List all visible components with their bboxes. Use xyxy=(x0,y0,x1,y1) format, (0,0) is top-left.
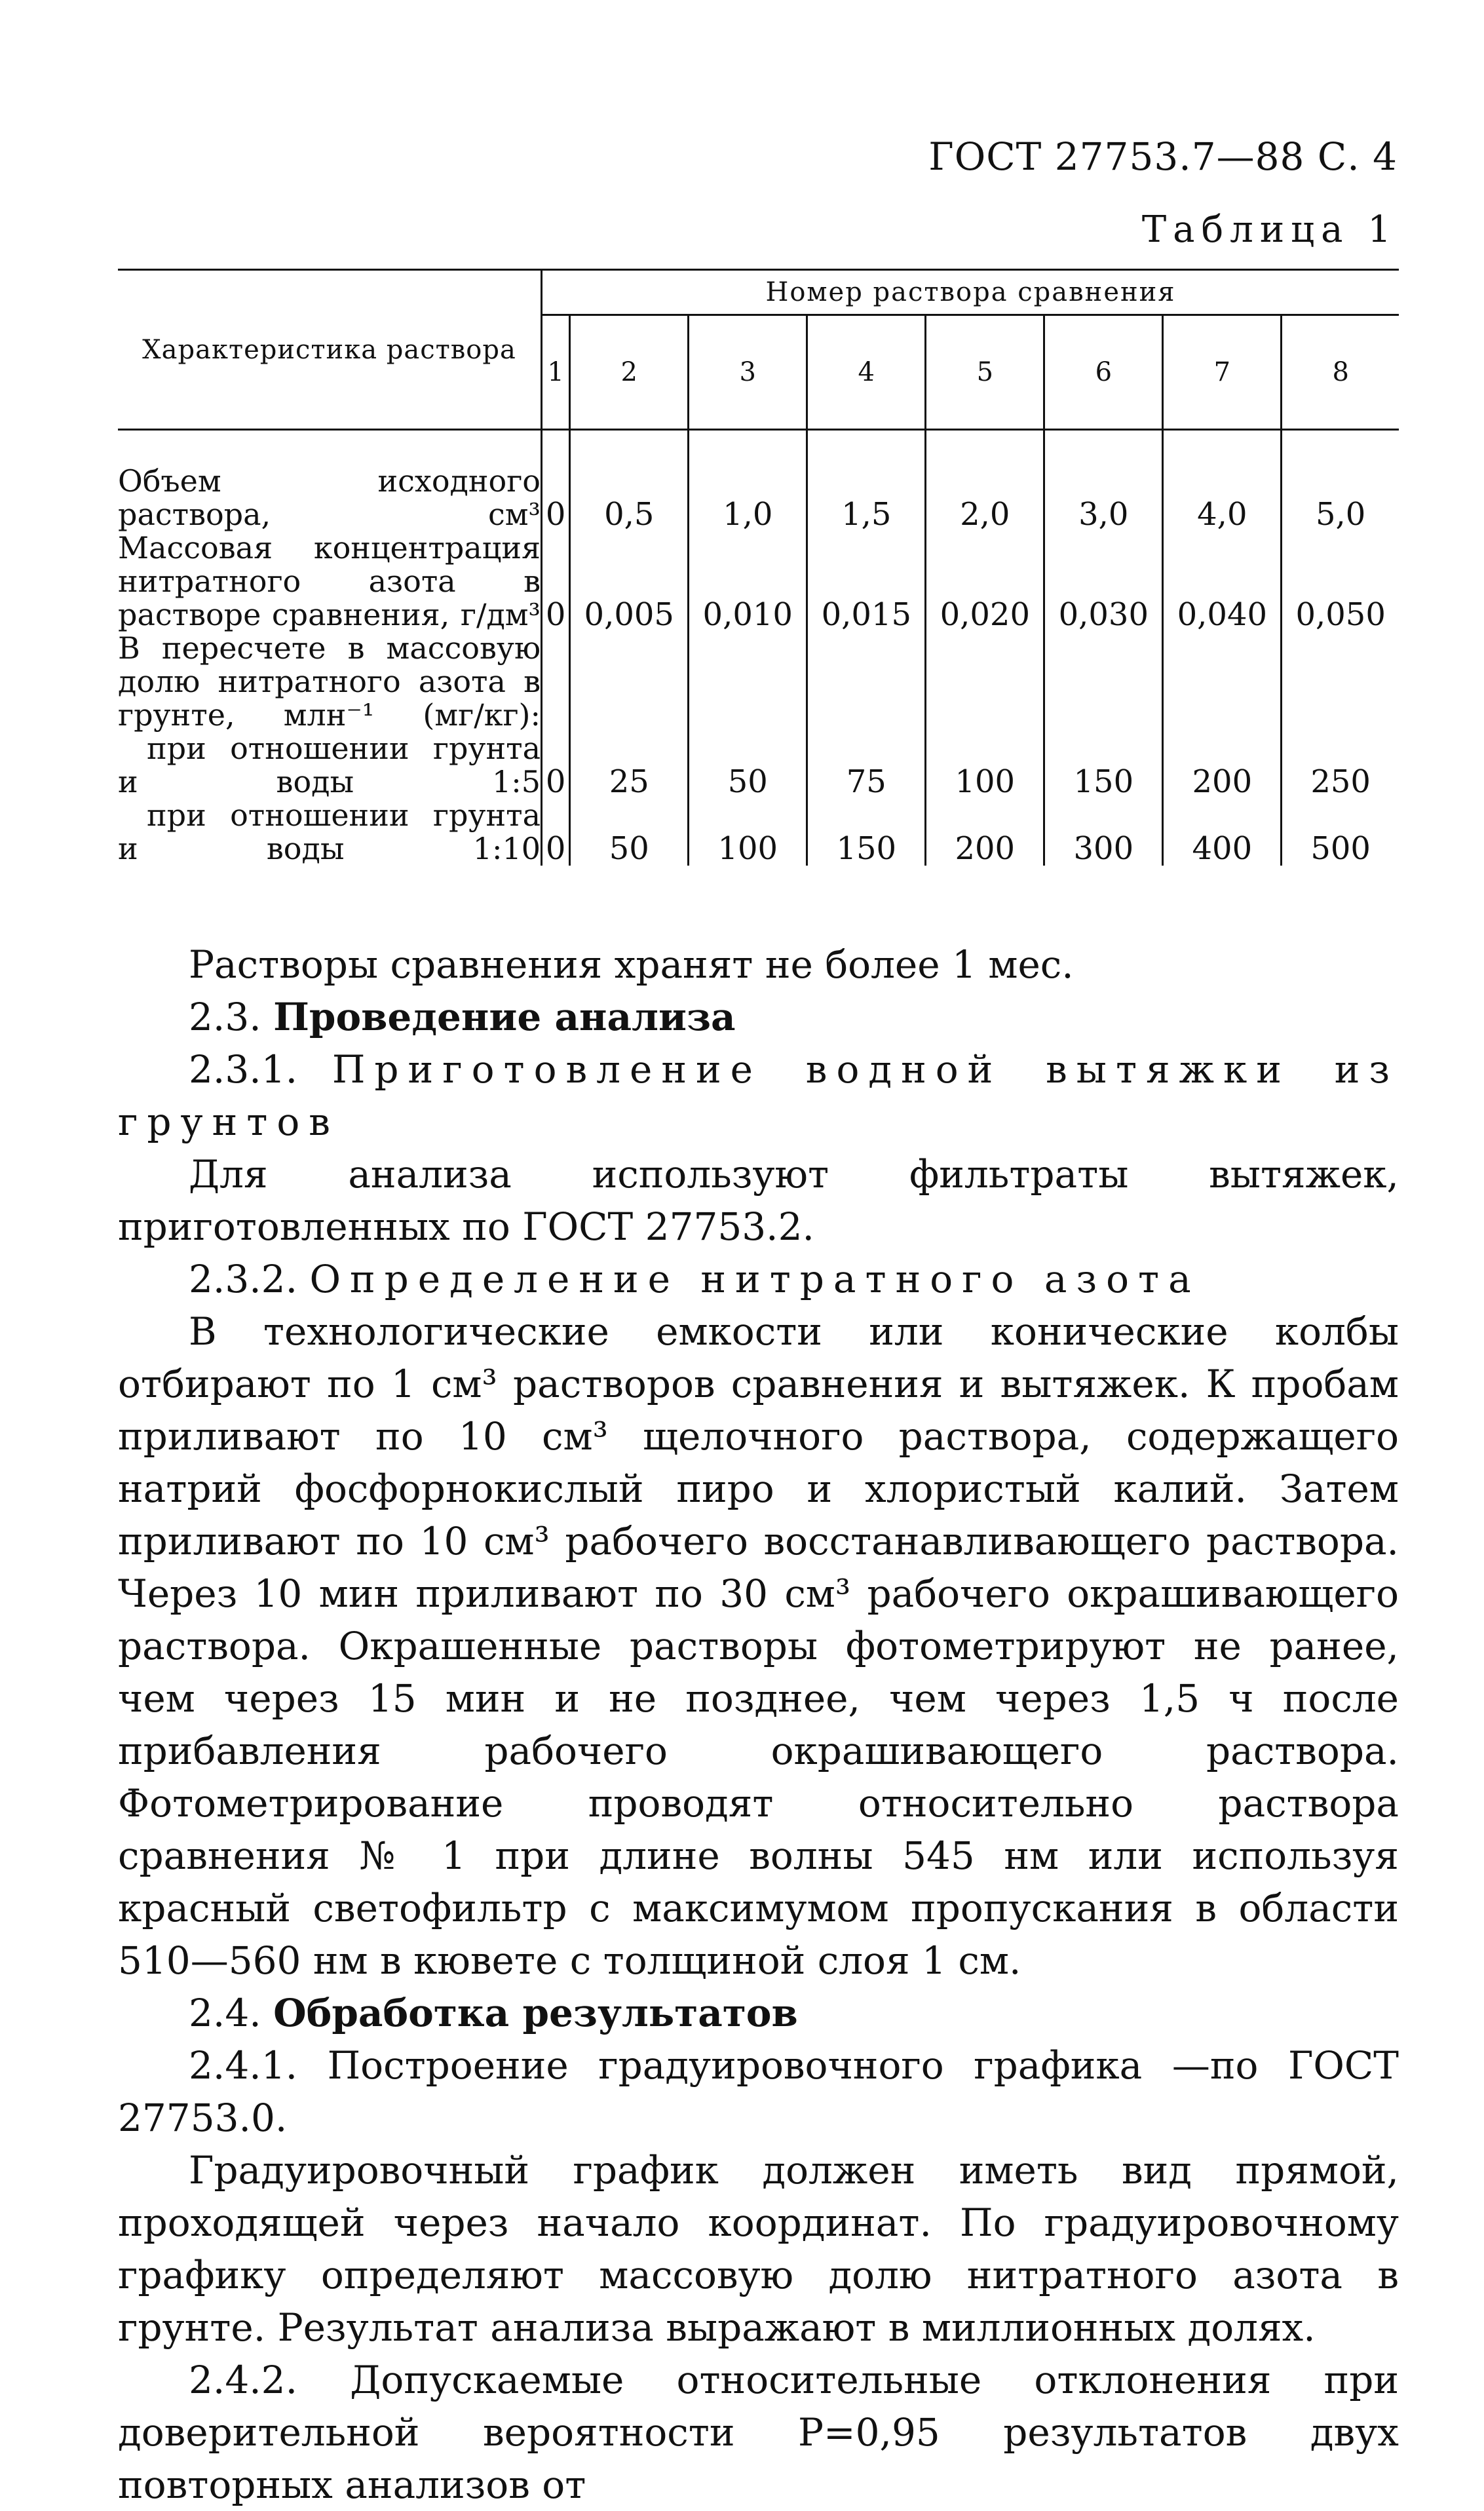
table-cell: 200 xyxy=(926,799,1044,866)
table-caption: Таблица 1 xyxy=(1141,208,1398,251)
table-row xyxy=(118,632,1399,732)
table-row xyxy=(118,531,1399,632)
column-group-header: Номер раствора сравнения xyxy=(542,270,1399,315)
table-cell: 0 xyxy=(545,830,566,867)
table-cell: 400 xyxy=(1163,799,1282,866)
table-row xyxy=(118,732,1399,799)
paragraph-storage: Растворы сравнения хранят не более 1 мес. xyxy=(189,942,1074,987)
section-number: 2.3.2. xyxy=(189,1257,298,1301)
row-label: при отношении грунта и воды 1:10 xyxy=(118,797,541,866)
table-cell: 0,040 xyxy=(1163,531,1282,632)
table-cell: 50 xyxy=(570,799,689,866)
paragraph-2-4-1: 2.4.1. Построение градуировочного графика —по ГОСТ 27753.0. xyxy=(118,2043,1399,2140)
table-cell: 0,005 xyxy=(570,531,689,632)
table-cell xyxy=(1163,632,1282,732)
row-label: Массовая концентрация нитратного азота в растворе сравнения, г/дм³ xyxy=(118,530,541,632)
row-label: при отношении грунта и воды 1:5 xyxy=(118,731,541,799)
solution-number: 4 xyxy=(807,315,926,430)
solution-number: 1 xyxy=(542,315,570,430)
table-cell: 1,5 xyxy=(807,430,926,532)
solution-number: 6 xyxy=(1044,315,1163,430)
table-cell: 1,0 xyxy=(689,430,807,532)
table-cell: 150 xyxy=(807,799,926,866)
row-label: В пересчете в массовую долю нитратного азота в грунте, млн⁻¹ (мг/кг): xyxy=(118,630,541,733)
table-cell: 0 xyxy=(545,496,566,533)
table-cell: 300 xyxy=(1044,799,1163,866)
solution-number: 5 xyxy=(926,315,1044,430)
table-cell: 75 xyxy=(807,732,926,799)
section-number: 2.4. xyxy=(189,1991,261,2035)
table-cell: 0 xyxy=(545,763,566,800)
section-heading-2-3-1 xyxy=(118,1043,1399,1148)
paragraph-graph: Градуировочный график должен иметь вид прямой, проходящей через начало координат. По градуировочному графику определяют массовую долю нитратного азота в грунте. Результат анализа выражают в миллионных долях. xyxy=(118,2148,1399,2350)
table-cell: 0,010 xyxy=(689,531,807,632)
table-cell: 2,0 xyxy=(926,430,1044,532)
column-header-characteristic: Характеристика раствора xyxy=(118,270,542,430)
table-cell: 4,0 xyxy=(1163,430,1282,532)
table-cell: 0,020 xyxy=(926,531,1044,632)
table-cell: 0,5 xyxy=(570,430,689,532)
table-cell: 3,0 xyxy=(1044,430,1163,532)
table-cell xyxy=(542,632,570,732)
table-cell: 5,0 xyxy=(1282,430,1399,532)
table-cell xyxy=(570,632,689,732)
table-cell xyxy=(689,632,807,732)
solution-number: 3 xyxy=(689,315,807,430)
paragraph-filtrates: Для анализа используют фильтраты вытяжек, приготовленных по ГОСТ 27753.2. xyxy=(118,1152,1399,1249)
table-cell xyxy=(926,632,1044,732)
table-cell: 0,030 xyxy=(1044,531,1163,632)
table-cell: 50 xyxy=(689,732,807,799)
table-row xyxy=(118,430,1399,532)
section-title: Обработка результатов xyxy=(273,1991,798,2035)
section-number: 2.3.1. xyxy=(189,1047,298,1092)
section-title: Проведение анализа xyxy=(273,995,736,1039)
section-heading-2-3-2 xyxy=(118,1253,1399,1305)
table-cell: 0,015 xyxy=(807,531,926,632)
section-title: Приготовление водной вытяжки из грунтов xyxy=(118,1047,1399,1144)
table-cell: 0 xyxy=(545,596,566,633)
solution-number: 2 xyxy=(570,315,689,430)
section-title: Определение нитратного азота xyxy=(309,1257,1200,1301)
table-cell: 0,050 xyxy=(1282,531,1399,632)
table-cell: 500 xyxy=(1282,799,1399,866)
paragraph-procedure: В технологические емкости или конические колбы отбирают по 1 см³ растворов сравнения и вытяжек. К пробам приливают по 10 см³ щелочного раствора, содержащего натрий фосфорнокислый пиро и хлористый калий. Затем приливают по 10 см³ рабочего восстанавливающего раствора. Через 10 мин приливают по 30 см³ рабочего окрашивающего раствора. Окрашенные растворы фотометрируют не ранее, чем через 15 мин и не позднее, чем через 1,5 ч после прибавления рабочего окрашивающего раствора. Фотометрирование проводят относительно раствора сравнения № 1 при длине волны 545 нм или используя красный светофильтр с максимумом пропускания в области 510—560 нм в кювете с толщиной слоя 1 см. xyxy=(118,1309,1399,1983)
table-row xyxy=(118,799,1399,866)
table-cell: 200 xyxy=(1163,732,1282,799)
table-cell: 25 xyxy=(570,732,689,799)
section-number: 2.3. xyxy=(189,995,261,1039)
section-heading-2-3 xyxy=(118,991,1399,1043)
solution-number: 7 xyxy=(1163,315,1282,430)
table-cell: 100 xyxy=(689,799,807,866)
table-cell xyxy=(1282,632,1399,732)
section-heading-2-4 xyxy=(118,1987,1399,2039)
body-text xyxy=(118,938,1399,2511)
document-reference: ГОСТ 27753.7—88 С. 4 xyxy=(928,134,1398,179)
table-cell: 100 xyxy=(926,732,1044,799)
table-cell: 150 xyxy=(1044,732,1163,799)
table-cell: 250 xyxy=(1282,732,1399,799)
table-cell xyxy=(1044,632,1163,732)
solutions-table xyxy=(118,269,1399,866)
paragraph-2-4-2: 2.4.2. Допускаемые относительные отклонения при доверительной вероятности Р=0,95 результатов двух повторных анализов от xyxy=(118,2358,1399,2507)
solution-number: 8 xyxy=(1282,315,1399,430)
table-cell xyxy=(807,632,926,732)
row-label: Объем исходного раствора, см³ xyxy=(118,430,542,532)
